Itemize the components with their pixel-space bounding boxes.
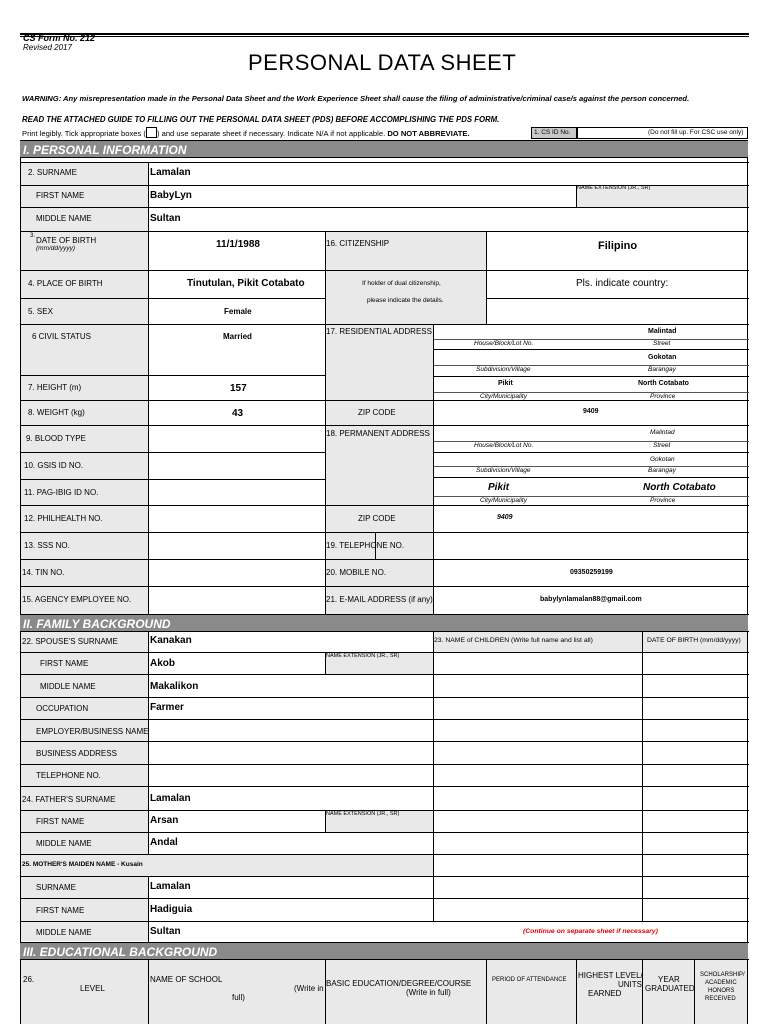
spouse-middle-label: MIDDLE NAME	[40, 682, 96, 691]
father-first-label: FIRST NAME	[36, 817, 85, 826]
highest-header-a: HIGHEST LEVEL/	[578, 971, 643, 980]
res-barangay-label: Barangay	[648, 366, 676, 373]
res-street-label: Street	[653, 340, 671, 347]
telephone-label: 19. TELEPHONE NO.	[326, 541, 405, 550]
section-family-background	[20, 614, 748, 632]
first-name-value[interactable]: BabyLyn	[150, 190, 192, 201]
education-num: 26.	[23, 975, 35, 984]
print-text-b: ) and use separate sheet if necessary. Indicate N/A if not applicable.	[156, 129, 386, 138]
form-number: CS Form No. 212	[23, 33, 96, 43]
perm-street-label: Street	[653, 442, 671, 449]
section-personal-information	[20, 140, 748, 158]
name-ext-label: NAME EXTENSION (JR., SR)	[577, 185, 651, 191]
section-title: II. FAMILY BACKGROUND	[23, 617, 171, 631]
blood-type-label: 9. BLOOD TYPE	[26, 434, 86, 443]
father-surname-label: 24. FATHER'S SURNAME	[22, 795, 116, 804]
res-house-label: House/Block/Lot No.	[474, 340, 534, 347]
res-barangay-value[interactable]: Gokotan	[648, 354, 677, 361]
father-middle-label: MIDDLE NAME	[36, 839, 92, 848]
pob-value[interactable]: Tinutulan, Pikit Cotabato	[187, 278, 305, 289]
indicate-country-label: Pls. indicate country:	[576, 278, 669, 289]
citizenship-label: 16. CITIZENSHIP	[326, 239, 390, 248]
weight-label: 8. WEIGHT (kg)	[28, 408, 85, 417]
highest-header-c: EARNED	[588, 989, 622, 998]
spouse-first-value[interactable]: Akob	[150, 658, 175, 669]
tin-label: 14. TIN NO.	[22, 568, 65, 577]
mobile-value[interactable]: 09350259199	[570, 569, 613, 576]
school-header-c: full)	[232, 993, 245, 1002]
perm-subdivision-label: Subdivision/Village	[476, 467, 531, 474]
perm-province-label: Province	[650, 497, 676, 504]
height-label: 7. HEIGHT (m)	[28, 383, 82, 392]
perm-house-label: House/Block/Lot No.	[474, 442, 534, 449]
tick-box-icon	[146, 127, 157, 138]
dob-value[interactable]: 11/1/1988	[216, 239, 260, 250]
year-header-b: GRADUATED	[645, 984, 695, 993]
civil-status-label: 6 CIVIL STATUS	[32, 332, 91, 341]
surname-label: 2. SURNAME	[28, 168, 77, 177]
spouse-first-label: FIRST NAME	[40, 659, 89, 668]
mobile-label: 20. MOBILE NO.	[326, 568, 387, 577]
res-city-value[interactable]: Pikit	[498, 380, 513, 387]
section-title: I. PERSONAL INFORMATION	[23, 143, 187, 157]
res-zip-value[interactable]: 9409	[583, 408, 599, 415]
scholarship-header-a: SCHOLARSHIP/	[700, 972, 745, 978]
middle-name-value[interactable]: Sultan	[150, 213, 181, 224]
mother-middle-label: MIDDLE NAME	[36, 928, 92, 937]
print-text-a: Print legibly. Tick appropriate boxes (	[22, 129, 146, 138]
school-header-a: NAME OF SCHOOL	[150, 975, 223, 984]
pagibig-label: 11. PAG-IBIG ID NO.	[24, 488, 99, 497]
occupation-label: OCCUPATION	[36, 704, 89, 713]
first-name-label: FIRST NAME	[36, 191, 85, 200]
spouse-middle-value[interactable]: Makalikon	[150, 681, 199, 692]
perm-zip-label: ZIP CODE	[358, 514, 396, 523]
civil-status-value[interactable]: Married	[223, 332, 252, 341]
perm-street-value[interactable]: Malintad	[650, 429, 675, 436]
perm-zip-value[interactable]: 9409	[497, 514, 513, 521]
scholarship-header-b: ACADEMIC	[705, 980, 737, 986]
mother-first-label: FIRST NAME	[36, 906, 85, 915]
mother-first-value[interactable]: Hadiguia	[150, 904, 193, 915]
course-header-b: (Write in full)	[406, 988, 451, 997]
cs-id-note: (Do not fill up. For CSC use only)	[648, 129, 744, 136]
surname-value[interactable]: Lamalan	[150, 167, 191, 178]
scholarship-header-d: RECEIVED	[705, 996, 736, 1002]
agency-employee-label: 15. AGENCY EMPLOYEE NO.	[22, 595, 132, 604]
section-educational-background	[20, 942, 748, 960]
children-label: 23. NAME of CHILDREN (Write full name and list all)	[434, 637, 593, 644]
employer-label: EMPLOYER/BUSINESS NAME	[36, 727, 149, 736]
residential-address-label: 17. RESIDENTIAL ADDRESS	[326, 327, 432, 336]
middle-name-label: MIDDLE NAME	[36, 214, 92, 223]
perm-city-value[interactable]: Pikit	[488, 482, 510, 493]
spouse-surname-value[interactable]: Kanakan	[150, 635, 192, 646]
period-header: PERIOD OF ATTENDANCE	[492, 977, 567, 983]
spouse-telephone-label: TELEPHONE NO.	[36, 771, 101, 780]
spouse-surname-label: 22. SPOUSE'S SURNAME	[22, 637, 118, 646]
warning-text: WARNING: Any misrepresentation made in the Personal Data Sheet and the Work Experience Sheet shall cause the filing of administrative/criminal case/s against the person concerned.	[22, 94, 690, 103]
sex-label: 5. SEX	[28, 307, 53, 316]
father-surname-value[interactable]: Lamalan	[150, 793, 191, 804]
form-revision: Revised 2017	[23, 43, 72, 52]
spouse-name-ext-label: NAME EXTENSION (JR., SR)	[326, 653, 400, 659]
no-abbreviate-text: DO NOT ABBREVIATE.	[387, 129, 470, 138]
dual-citizenship-b: please indicate the details.	[367, 297, 444, 304]
dual-citizenship-a: If holder of dual citizenship,	[362, 280, 441, 287]
father-name-ext-label: NAME EXTENSION (JR., SR)	[326, 811, 400, 817]
guide-text: READ THE ATTACHED GUIDE TO FILLING OUT THE PERSONAL DATA SHEET (PDS) BEFORE ACCOMPLISHING THE PDS FORM.	[22, 115, 500, 124]
permanent-address-label: 18. PERMANENT ADDRESS	[326, 429, 430, 438]
mother-middle-value[interactable]: Sultan	[150, 926, 181, 937]
occupation-value[interactable]: Farmer	[150, 702, 184, 713]
philhealth-label: 12. PHILHEALTH NO.	[24, 514, 103, 523]
level-header: LEVEL	[80, 984, 105, 993]
course-header-a: BASIC EDUCATION/DEGREE/COURSE	[326, 979, 472, 988]
dob-num: 3.	[30, 233, 36, 239]
gsis-label: 10. GSIS ID NO.	[24, 461, 84, 470]
pob-label: 4. PLACE OF BIRTH	[28, 279, 103, 288]
highest-header-b: UNITS	[618, 980, 642, 989]
section-title: III. EDUCATIONAL BACKGROUND	[23, 945, 218, 959]
height-value[interactable]: 157	[230, 383, 247, 394]
page-title: PERSONAL DATA SHEET	[248, 50, 517, 75]
res-province-value[interactable]: North Cotabato	[638, 380, 689, 387]
business-address-label: BUSINESS ADDRESS	[36, 749, 117, 758]
perm-province-value[interactable]: North Cotabato	[643, 482, 716, 493]
res-subdivision-label: Subdivision/Village	[476, 366, 531, 373]
father-middle-value[interactable]: Andal	[150, 837, 178, 848]
perm-city-label: City/Municipality	[480, 497, 527, 504]
email-label: 21. E-MAIL ADDRESS (if any)	[326, 595, 433, 604]
cs-id-label: 1. CS ID No.	[534, 129, 571, 136]
father-first-value[interactable]: Arsan	[150, 815, 179, 826]
email-value[interactable]: babylynlamalan88@gmail.com	[540, 596, 642, 603]
education-box	[20, 959, 748, 1024]
perm-barangay-value[interactable]: Gokotan	[650, 456, 675, 463]
perm-barangay-label: Barangay	[648, 467, 676, 474]
mother-surname-value[interactable]: Lamalan	[150, 881, 191, 892]
sss-label: 13. SSS NO.	[24, 541, 70, 550]
dob-label: DATE OF BIRTH	[36, 236, 97, 245]
res-province-label: Province	[650, 393, 676, 400]
weight-value[interactable]: 43	[232, 408, 244, 419]
children-dob-label: DATE OF BIRTH (mm/dd/yyyy)	[647, 637, 741, 644]
year-header-a: YEAR	[658, 975, 680, 984]
res-street-value[interactable]: Malintad	[648, 328, 677, 335]
mother-surname-label: SURNAME	[36, 883, 77, 892]
scholarship-header-c: HONORS	[708, 988, 735, 994]
res-city-label: City/Municipality	[480, 393, 527, 400]
mother-maiden-label: 25. MOTHER'S MAIDEN NAME - Kusain	[22, 861, 143, 868]
res-zip-label: ZIP CODE	[358, 408, 396, 417]
print-instructions	[22, 127, 470, 139]
school-header-b: (Write in	[294, 984, 324, 993]
continue-note: (Continue on separate sheet if necessary)	[523, 928, 658, 935]
sex-value[interactable]: Female	[224, 307, 252, 316]
citizenship-value[interactable]: Filipino	[598, 240, 638, 252]
dob-format: (mm/dd/yyyy)	[36, 245, 75, 252]
